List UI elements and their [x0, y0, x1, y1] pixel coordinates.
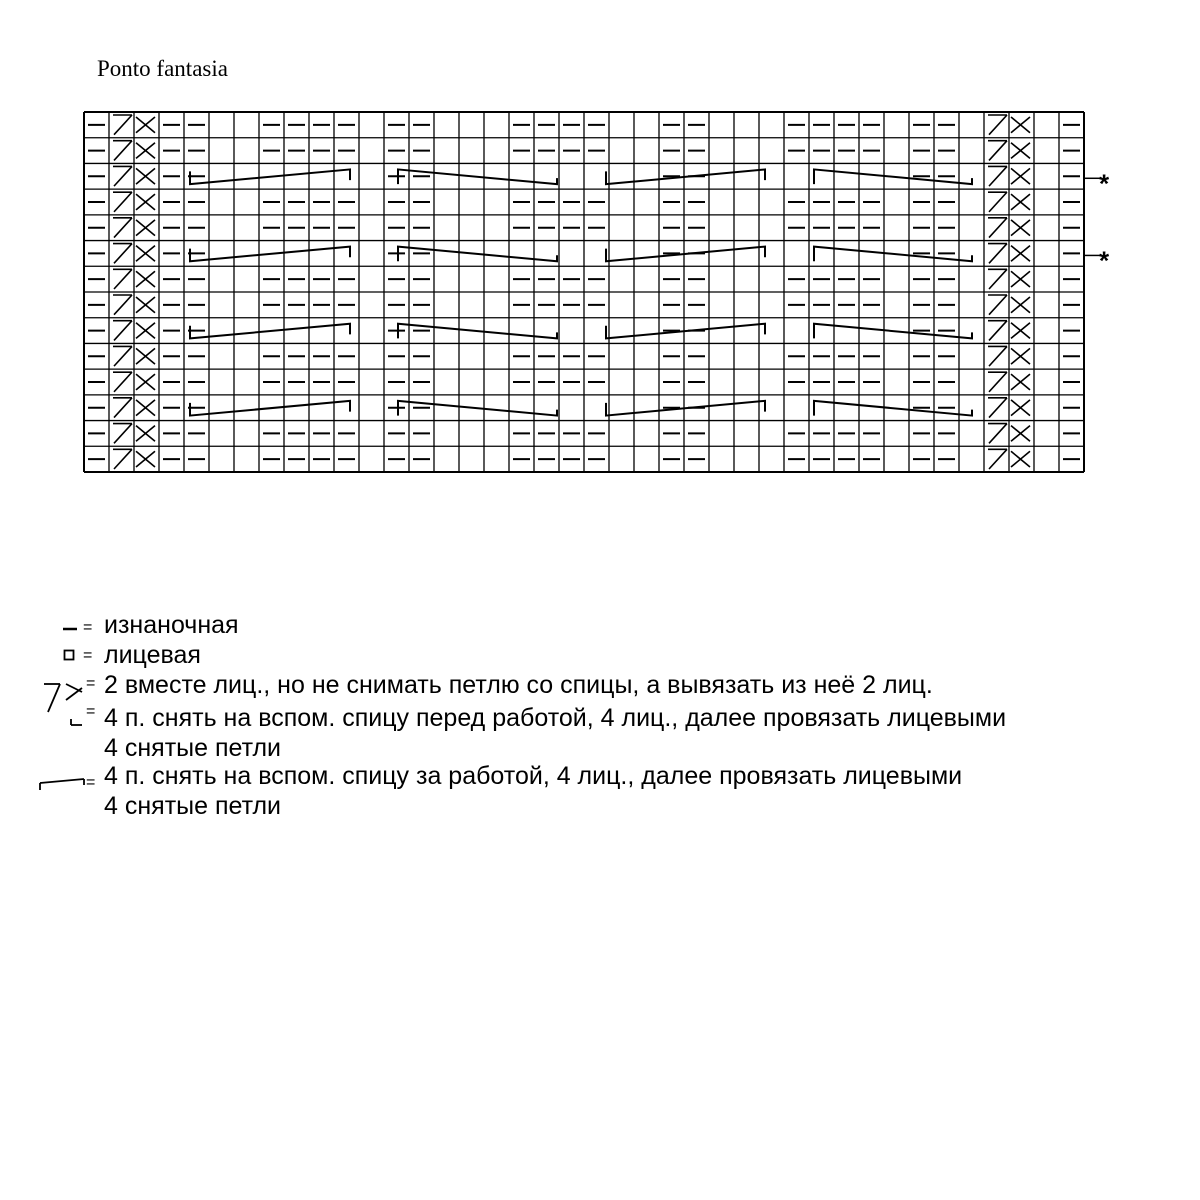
twist-stitch [114, 398, 132, 418]
twist-stitch [114, 295, 132, 315]
twist-stitch [989, 295, 1007, 315]
knitting-chart [0, 0, 1200, 500]
twist-stitch [989, 269, 1007, 289]
legend-cable-front-text-2: 4 снятые петли [104, 734, 282, 762]
purl-dash-icon [62, 626, 78, 632]
cable-front-icon [70, 713, 84, 727]
cable-back-stitch [606, 169, 765, 184]
twist-stitch [989, 372, 1007, 392]
legend-knit-text: лицевая [104, 641, 201, 669]
cable-back-stitch [190, 401, 350, 416]
equals-sign: = [86, 774, 96, 791]
twist-stitch [114, 244, 132, 264]
twist-cross-icon [40, 674, 84, 714]
twist-stitch [989, 115, 1007, 135]
twist-stitch [989, 424, 1007, 444]
twist-stitch [989, 321, 1007, 341]
legend-cable-back-text-2: 4 снятые петли [104, 792, 282, 820]
twist-stitch [114, 424, 132, 444]
chart-title: Ponto fantasia [97, 56, 228, 81]
twist-stitch [114, 192, 132, 212]
equals-sign: = [86, 703, 96, 720]
cable-back-stitch [190, 324, 350, 339]
cable-back-stitch [606, 401, 765, 416]
twist-stitch [989, 166, 1007, 186]
twist-stitch [989, 449, 1007, 469]
twist-stitch [989, 218, 1007, 238]
cable-back-stitch [606, 247, 765, 262]
cable-back-icon [38, 771, 86, 793]
cable-back-stitch [190, 169, 350, 184]
equals-sign: = [83, 647, 93, 664]
legend-cable-front-text-1: 4 п. снять на вспом. спицу перед работой, 4 лиц., далее провязать лицевыми [104, 704, 1007, 732]
twist-stitch [114, 269, 132, 289]
twist-stitch [989, 141, 1007, 161]
row-marker-asterisk: * [1099, 168, 1110, 199]
equals-sign: = [86, 675, 96, 692]
twist-stitch [989, 192, 1007, 212]
legend-twist-text: 2 вместе лиц., но не снимать петлю со спицы, а вывязать из неё 2 лиц. [104, 671, 933, 699]
twist-stitch [114, 449, 132, 469]
twist-stitch [114, 115, 132, 135]
cable-back-stitch [190, 247, 350, 262]
equals-sign: = [83, 619, 93, 636]
twist-stitch [114, 166, 132, 186]
knit-square-icon [63, 649, 75, 661]
legend-purl-text: изнаночная [104, 611, 239, 639]
twist-stitch [989, 244, 1007, 264]
row-marker-asterisk: * [1099, 245, 1110, 276]
twist-stitch [114, 346, 132, 366]
twist-stitch [114, 218, 132, 238]
twist-stitch [989, 398, 1007, 418]
cable-back-stitch [606, 324, 765, 339]
twist-stitch [114, 372, 132, 392]
twist-stitch [989, 346, 1007, 366]
twist-stitch [114, 141, 132, 161]
twist-stitch [114, 321, 132, 341]
legend-cable-back-text-1: 4 п. снять на вспом. спицу за работой, 4 лиц., далее провязать лицевыми [104, 762, 963, 790]
